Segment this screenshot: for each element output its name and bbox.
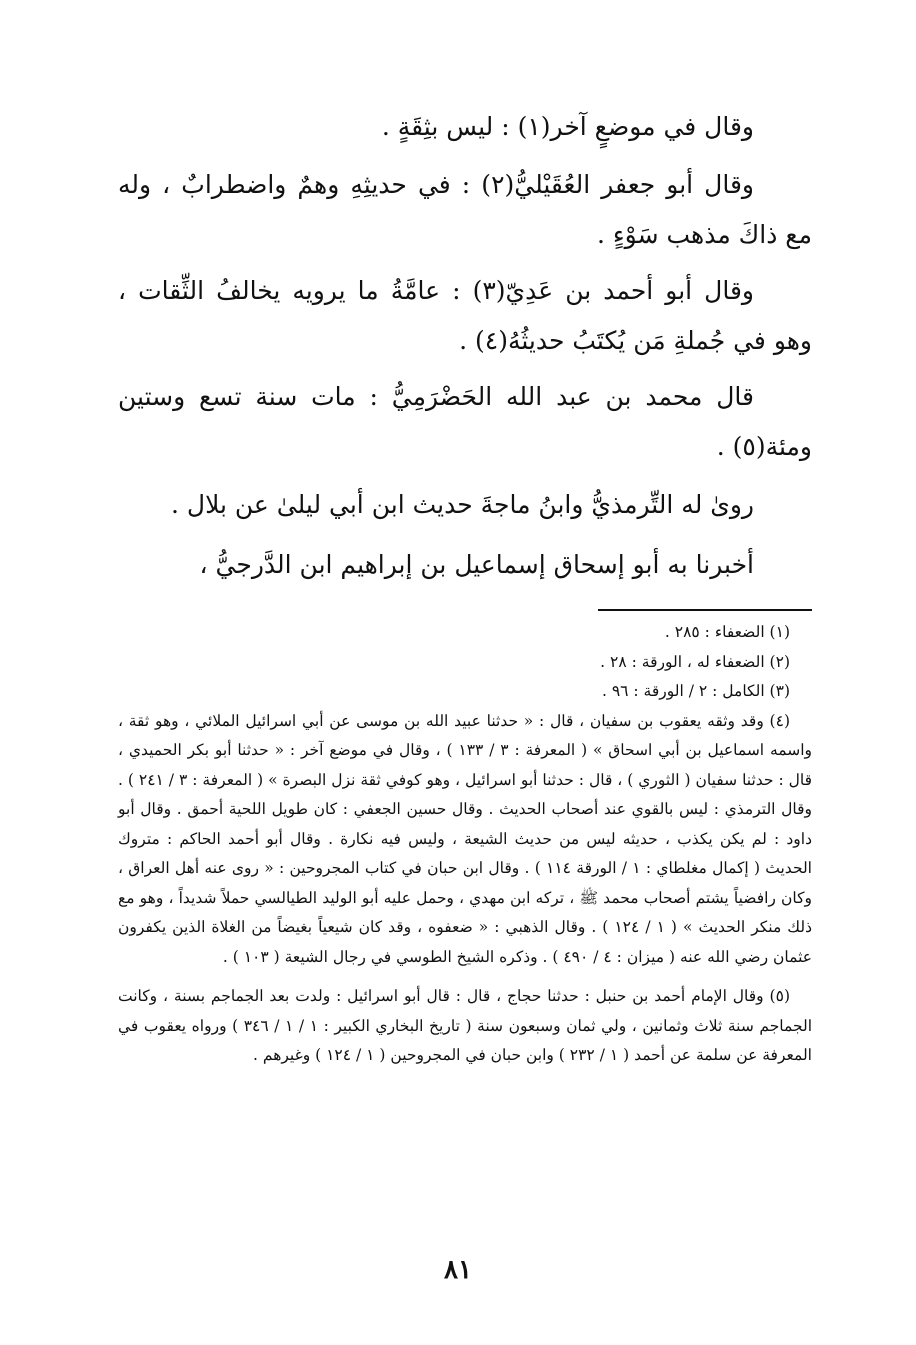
main-paragraph-2: وقال أبو جعفر العُقَيْليُّ(٢) : في حديثِهِ وهمٌ واضطرابٌ ، وله مع ذاكَ مذهب سَوْءٍ . — [118, 170, 812, 249]
main-paragraph-1: وقال في موضعٍ آخر(١) : ليس بثِقَةٍ . — [381, 112, 754, 141]
footnote-separator — [598, 609, 812, 611]
footnote-4: (٤) وقد وثقه يعقوب بن سفيان ، قال : « حدثنا عبيد الله بن موسى عن أبي اسرائيل الملائي ، وهو ثقة ، واسمه اسماعيل بن أبي اسحاق » ( المعرفة : ٣ / ١٣٣ ) ، وقال في موضع آخر : « حدثنا أبو بكر الحميدي ، قال : حدثنا سفيان ( الثوري ) ، قال : حدثنا أبو اسرائيل ، وهو كوفي ثقة نزل البصرة » ( المعرفة : ٣ / ٢٤١ ) . وقال الترمذي : ليس بالقوي عند أصحاب الحديث . وقال حسين الجعفي : كان طويل اللحية أحمق . وقال أبو داود : لم يكن يكذب ، حديثه ليس من حديث الشيعة ، وليس فيه نكارة . وقال أبو أحمد الحاكم : متروك الحديث ( إكمال مغلطاي : ١ / الورقة ١١٤ ) . وقال ابن حبان في كتاب المجروحين : « روى عنه أهل العراق ، وكان رافضياً يشتم أصحاب محمد ﷺ ، تركه ابن مهدي ، وحمل عليه أبو الوليد الطيالسي حملاً شديداً ، وهو مع ذلك منكر الحديث » ( ١ / ١٢٤ ) . وقال الذهبي : « ضعفوه ، وقد كان شيعياً بغيضاً من الغلاة الذين يكفرون عثمان رضي الله عنه ( ميزان : ٤ / ٤٩٠ ) . وذكره الشيخ الطوسي في رجال الشيعة ( ١٠٣ ) . — [118, 711, 813, 966]
footnote-1: (١) الضعفاء : ٢٨٥ . — [664, 623, 790, 641]
main-text-block — [118, 100, 812, 598]
main-paragraph-6: أخبرنا به أبو إسحاق إسماعيل بن إبراهيم ابن الدَّرجيُّ ، — [199, 550, 754, 579]
footnote-5: (٥) وقال الإمام أحمد بن حنبل : حدثنا حجاج ، قال : قال أبو اسرائيل : ولدت بعد الجماجم بسنة ، وكانت الجماجم سنة ثلاث وثمانين ، ولي ثمان وسبعون سنة ( تاريخ البخاري الكبير : ١ / ١ / ٣٤٦ ) ورواه يعقوب في المعرفة عن سلمة عن أحمد ( ١ / ٢٣٢ ) وابن حبان في المجروحين ( ١ / ١٢٤ ) وغيرهم . — [118, 987, 813, 1064]
main-paragraph-3: وقال أبو أحمد بن عَدِيّ(٣) : عامَّةُ ما يرويه يخالفُ الثِّقات ، وهو في جُملةِ مَن يُكتَبُ حديثُهُ(٤) . — [118, 276, 812, 355]
footnotes-block — [118, 618, 812, 1071]
main-paragraph-5: روىٰ له التِّرمذيُّ وابنُ ماجةَ حديث ابن أبي ليلىٰ عن بلال . — [171, 490, 754, 519]
page-number: ٨١ — [444, 1255, 472, 1285]
footnote-2: (٢) الضعفاء له ، الورقة : ٢٨ . — [600, 652, 790, 671]
footnote-3: (٣) الكامل : ٢ / الورقة : ٩٦ . — [601, 682, 790, 700]
main-paragraph-4: قال محمد بن عبد الله الحَضْرَمِيُّ : مات سنة تسع وستين ومئة(٥) . — [118, 382, 812, 461]
